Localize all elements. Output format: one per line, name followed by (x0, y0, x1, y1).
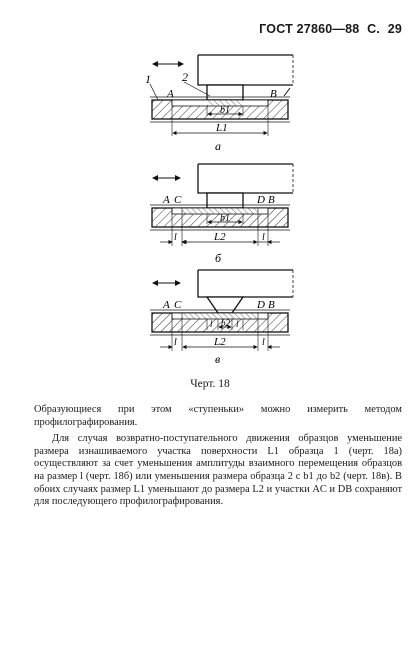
label-callout-2: 2 (182, 70, 188, 84)
label-point-d: D (257, 194, 265, 206)
figure-b (150, 164, 293, 265)
label-dim-b1: b1 (220, 105, 230, 116)
label-dim-b1: b1 (220, 213, 230, 224)
specimen-2 (207, 85, 243, 100)
label-dim-l-left: l (174, 337, 177, 348)
paragraph-1: Образующиеся при этом «ступеньки» можно измерить методом профилографирования. (34, 404, 402, 428)
label-dim-l2: L2 (214, 231, 226, 243)
specimen-2-tapered (207, 297, 243, 313)
label-point-c: C (174, 194, 182, 206)
label-callout-1: 1 (145, 72, 151, 86)
figure-b-caption: б (215, 251, 222, 265)
label-dim-l-left: l (174, 232, 177, 243)
label-point-c: C (174, 299, 182, 311)
label-dim-l-right: l (262, 232, 265, 243)
label-point-a: A (167, 88, 174, 100)
specimen-2-holder (198, 164, 293, 193)
figure-a (145, 55, 293, 153)
figure-caption: Черт. 18 (190, 378, 230, 390)
figure-a-caption: а (215, 139, 221, 153)
label-dim-l1: L1 (216, 122, 228, 134)
label-dim-l-right: l (262, 337, 265, 348)
label-point-a: A (163, 299, 170, 311)
label-dim-l-inner-right: l (236, 319, 239, 329)
page-label: С. (367, 22, 380, 36)
label-point-a: A (163, 194, 170, 206)
label-point-b: B (268, 194, 275, 206)
label-point-b: B (270, 88, 277, 100)
specimen-2-holder (198, 270, 293, 297)
specimen-2-holder (198, 55, 293, 85)
figure-c (150, 270, 293, 366)
standard-number: ГОСТ 27860—88 (259, 22, 360, 36)
label-point-b: B (268, 299, 275, 311)
specimen-2 (207, 193, 243, 208)
figure-c-caption: в (215, 352, 221, 366)
label-dim-l-inner-left: l (210, 319, 213, 329)
paragraph-2: Для случая возвратно-поступательного движения образцов уменьшение размера изнашиваемого участка поверхности L1 образца 1 (черт. 18а) осуществляют за счет уменьшения амплитуды взаимного перемещения образцов на размер l (черт. 18б) или уменьшения размера образца 2 с b1 до b2 (черт. 18в). В обоих случаях размер L1 уменьшают до размера L2 и участки AC и DB сохраняют для последующего профилографирования. (34, 433, 402, 508)
page-number: 29 (387, 22, 402, 36)
label-dim-l2: L2 (214, 336, 226, 348)
body-text (34, 404, 402, 509)
label-point-d: D (257, 299, 265, 311)
label-dim-b2: b2 (221, 318, 230, 328)
